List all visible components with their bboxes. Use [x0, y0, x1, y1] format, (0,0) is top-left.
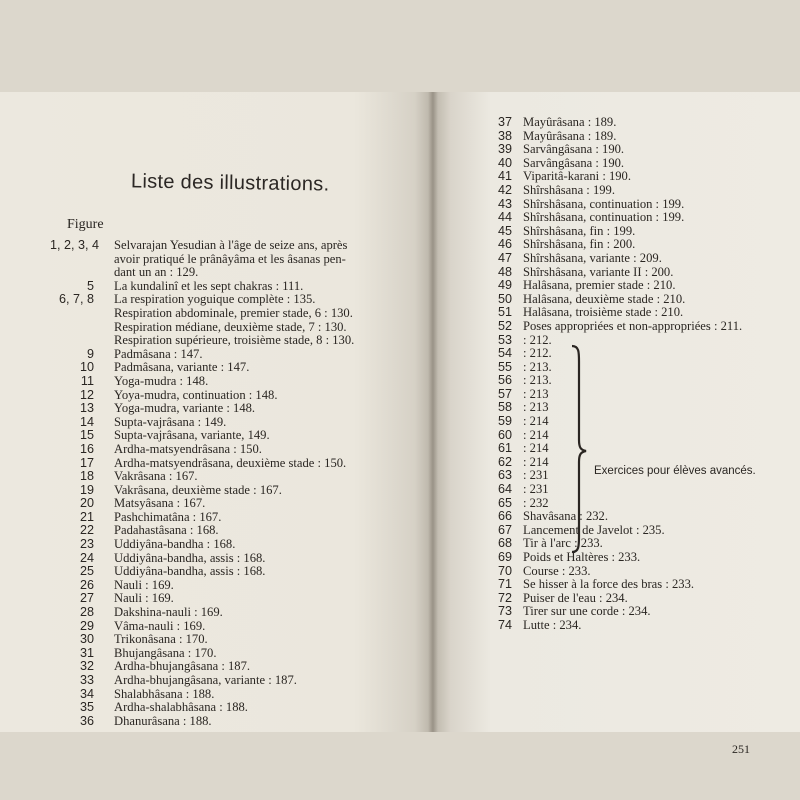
- figure-number: 31: [79, 645, 94, 660]
- figure-caption: : 214: [523, 454, 549, 469]
- figure-caption: Lancement de Javelot : 235.: [523, 522, 665, 537]
- figure-number: 42: [497, 182, 512, 197]
- figure-number: 47: [497, 250, 512, 265]
- figure-caption: : 213.: [523, 373, 552, 388]
- figure-caption: Uddiyâna-bandha, assis : 168.: [114, 564, 266, 579]
- figure-number: 10: [79, 360, 94, 375]
- figure-number: 73: [497, 604, 512, 619]
- figure-caption: Halâsana, premier stade : 210.: [523, 278, 676, 293]
- bracket-annotation: Exercices pour élèves avancés.: [594, 465, 756, 477]
- figure-caption: Respiration supérieure, troisième stade, 8 : 130.: [114, 333, 355, 348]
- figure-caption: La respiration yoguique complète : 135.: [114, 292, 316, 307]
- figure-caption: Se hisser à la force des bras : 233.: [523, 577, 695, 592]
- figure-caption: : 212.: [523, 332, 552, 347]
- figure-caption: Respiration médiane, deuxième stade, 7 : 130.: [114, 319, 347, 334]
- figure-caption: Nauli : 169.: [114, 577, 174, 592]
- figure-caption: : 214: [523, 414, 549, 429]
- figure-number: 52: [497, 318, 512, 333]
- figure-number: 15: [79, 428, 94, 443]
- figure-caption: Shîrshâsana, continuation : 199.: [523, 196, 685, 211]
- figure-caption: Tirer sur une corde : 234.: [523, 604, 651, 619]
- figure-number: 58: [497, 400, 512, 415]
- figure-caption: Ardha-shalabhâsana : 188.: [114, 700, 248, 715]
- figure-number: 55: [497, 359, 512, 374]
- figure-number: 30: [79, 632, 94, 647]
- figure-caption: : 214: [523, 427, 549, 442]
- figure-caption: Vâma-nauli : 169.: [114, 618, 206, 633]
- figure-caption: Yoga-mudra : 148.: [114, 373, 209, 388]
- figure-caption: Nauli : 169.: [114, 591, 174, 606]
- figure-caption: Ardha-matsyendrâsana, deuxième stade : 150.: [114, 455, 347, 470]
- figure-caption: Vakrâsana, deuxième stade : 167.: [114, 482, 282, 497]
- figure-number: 26: [79, 577, 94, 592]
- figure-number: 46: [497, 237, 512, 252]
- figure-caption: Shîrshâsana : 199.: [523, 182, 615, 197]
- figure-number: 21: [79, 509, 94, 524]
- figure-number: 59: [497, 414, 512, 429]
- figure-number: 24: [79, 550, 94, 565]
- figure-caption: : 213: [523, 386, 549, 401]
- figure-number: 37: [497, 115, 512, 129]
- figure-number: 5: [86, 278, 94, 293]
- figure-caption: Sarvângâsana : 190.: [523, 142, 625, 157]
- figure-number: 53: [497, 332, 512, 347]
- figure-caption: Padmâsana, variante : 147.: [114, 360, 250, 375]
- figure-caption: Yoga-mudra, variante : 148.: [114, 401, 256, 416]
- figure-caption: Ardha-matsyendrâsana : 150.: [114, 441, 262, 456]
- figure-caption: Bhujangâsana : 170.: [114, 645, 217, 660]
- figure-number: 61: [497, 441, 512, 456]
- figure-caption: Vakrâsana : 167.: [114, 469, 198, 484]
- figure-number: 36: [79, 713, 94, 728]
- figure-caption: Lutte : 234.: [523, 617, 582, 632]
- figure-number: 66: [497, 509, 512, 524]
- book-gutter: [428, 92, 438, 732]
- figure-caption: Shavâsana : 232.: [523, 509, 608, 524]
- figure-caption: Ardha-bhujangâsana, variante : 187.: [114, 673, 297, 687]
- figure-number: 72: [497, 590, 512, 605]
- figure-caption: Course : 233.: [523, 563, 591, 578]
- figure-number: 17: [79, 455, 94, 470]
- figure-number: 38: [497, 128, 512, 143]
- figure-number: 60: [497, 427, 512, 442]
- figure-caption: Viparitâ-karani : 190.: [523, 169, 631, 184]
- figure-caption: Selvarajan Yesudian à l'âge de seize ans, après: [114, 238, 348, 252]
- figure-caption: Halâsana, troisième stade : 210.: [523, 305, 684, 320]
- figure-number: 67: [497, 522, 512, 537]
- figure-number: 18: [79, 469, 94, 484]
- figure-number: 22: [79, 523, 94, 538]
- figure-number: 29: [79, 618, 94, 633]
- figure-caption: Mayûrâsana : 189.: [523, 115, 617, 129]
- figure-caption: Pashchimatâna : 167.: [114, 509, 222, 524]
- figure-number: 25: [79, 564, 94, 579]
- figure-number: 71: [497, 577, 512, 592]
- figure-number: 27: [79, 591, 94, 606]
- figure-caption: Puiser de l'eau : 234.: [523, 590, 628, 605]
- figure-number: 49: [497, 278, 512, 293]
- figure-caption: : 212.: [523, 346, 552, 361]
- figure-caption: Supta-vajrâsana, variante, 149.: [114, 428, 270, 443]
- figure-caption: Yoya-mudra, continuation : 148.: [114, 387, 278, 402]
- figure-number: 12: [79, 387, 94, 402]
- figure-number: 44: [497, 210, 512, 225]
- figure-number: 65: [497, 495, 512, 510]
- figure-number: 43: [497, 196, 512, 211]
- book-spread: [0, 92, 800, 756]
- figure-caption: Shîrshâsana, continuation : 199.: [523, 210, 685, 225]
- curly-bracket-icon: [569, 344, 589, 554]
- figure-number: 48: [497, 264, 512, 279]
- figure-number: 50: [497, 291, 512, 306]
- figure-caption: Tir à l'arc : 233.: [523, 536, 603, 551]
- figure-caption: Sarvângâsana : 190.: [523, 155, 625, 170]
- figure-number: 63: [497, 468, 512, 483]
- figure-caption: Dhanurâsana : 188.: [114, 713, 212, 728]
- figure-column-heading: Figure: [67, 217, 104, 232]
- figure-number: 45: [497, 223, 512, 238]
- figure-number: 28: [79, 605, 94, 620]
- figure-number: 23: [79, 537, 94, 552]
- figure-number: 20: [79, 496, 94, 511]
- figure-caption: : 213.: [523, 359, 552, 374]
- figure-caption: Shîrshâsana, variante : 209.: [523, 250, 662, 265]
- figure-number: 70: [497, 563, 512, 578]
- figure-caption: Matsyâsana : 167.: [114, 496, 206, 511]
- page-title: Liste des illustrations.: [130, 170, 330, 196]
- figure-caption: Uddiyâna-bandha : 168.: [114, 537, 236, 552]
- figure-caption: : 231: [523, 482, 549, 497]
- figure-caption: : 213: [523, 400, 549, 415]
- figure-number: 54: [497, 346, 512, 361]
- figure-number: 33: [79, 673, 94, 687]
- figure-number: 11: [80, 373, 94, 388]
- figure-number: 32: [79, 659, 94, 674]
- figure-number: 64: [497, 482, 512, 497]
- figure-caption: Halâsana, deuxième stade : 210.: [523, 291, 686, 306]
- figure-caption: Shîrshâsana, fin : 200.: [523, 237, 636, 252]
- figure-number: 68: [497, 536, 512, 551]
- figure-number: 19: [79, 482, 94, 497]
- figure-number: 39: [497, 142, 512, 157]
- figure-caption: Padmâsana : 147.: [114, 346, 203, 361]
- figure-caption: Padahastâsana : 168.: [114, 523, 219, 538]
- figure-number: 51: [497, 305, 512, 320]
- figure-number: 69: [497, 550, 512, 564]
- figure-number: 9: [86, 346, 94, 361]
- figure-caption: Poses appropriées et non-appropriées : 211.: [523, 318, 743, 333]
- figure-caption: Mayûrâsana : 189.: [523, 128, 617, 143]
- figure-number: 74: [497, 617, 512, 632]
- figure-number: 16: [79, 441, 94, 456]
- figure-caption: : 231: [523, 468, 549, 483]
- figure-number: 41: [497, 169, 512, 184]
- figure-caption: Shîrshâsana, fin : 199.: [523, 223, 636, 238]
- figure-caption: La kundalinî et les sept chakras : 111.: [114, 278, 304, 293]
- figure-caption: Uddiyâna-bandha, assis : 168.: [114, 550, 266, 565]
- figure-caption: : 214: [523, 441, 549, 456]
- figure-caption: Shîrshâsana, variante II : 200.: [523, 264, 674, 279]
- figure-caption: Supta-vajrâsana : 149.: [114, 414, 227, 429]
- figure-caption: Shalabhâsana : 188.: [114, 686, 215, 701]
- figure-number: 62: [497, 454, 512, 469]
- figure-number: 35: [79, 700, 94, 715]
- figure-number: 14: [79, 414, 94, 429]
- figure-caption: Dakshina-nauli : 169.: [114, 605, 223, 620]
- figure-caption: Poids et Haltères : 233.: [523, 550, 641, 564]
- figure-number: 40: [497, 155, 512, 170]
- figure-caption: Respiration abdominale, premier stade, 6 : 130.: [114, 305, 353, 320]
- figure-number: 56: [497, 373, 512, 388]
- figure-caption: avoir pratiqué le prânâyâma et les âsanas pen-: [114, 251, 346, 266]
- figure-number: 57: [497, 386, 512, 401]
- figure-number: 1, 2, 3, 4: [50, 238, 100, 252]
- figure-caption: Trikonâsana : 170.: [114, 632, 208, 647]
- figure-number: 13: [79, 401, 94, 416]
- page-number: 251: [732, 742, 750, 756]
- figure-caption: : 232: [523, 495, 549, 510]
- figure-caption: dant un an : 129.: [114, 265, 199, 280]
- figure-caption: Ardha-bhujangâsana : 187.: [114, 659, 251, 674]
- figure-number: 34: [79, 686, 94, 701]
- figure-number: 6, 7, 8: [58, 292, 94, 307]
